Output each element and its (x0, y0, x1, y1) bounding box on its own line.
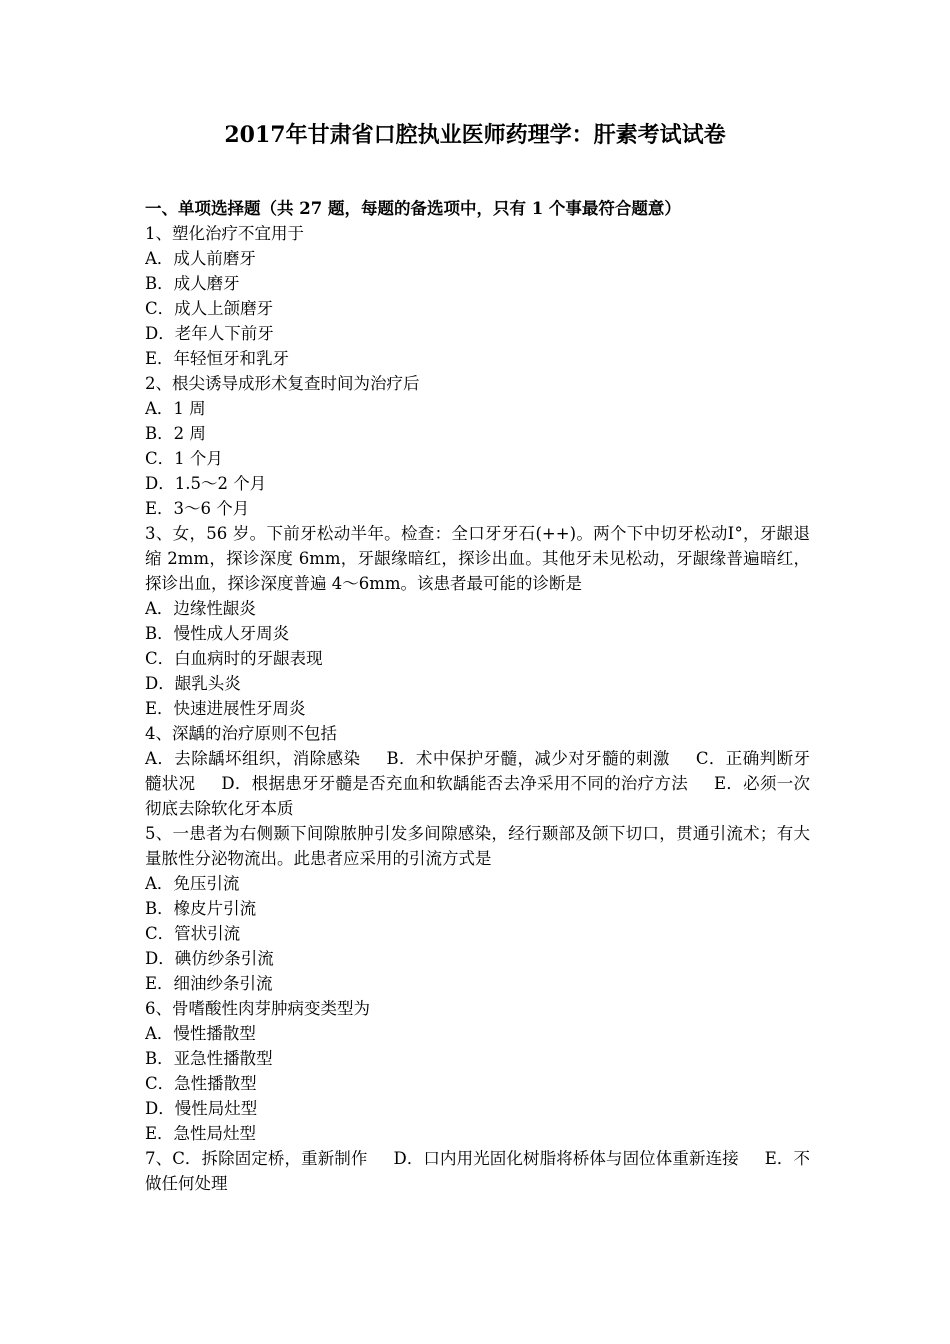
question-stem: 4、深龋的治疗原则不包括 (145, 724, 337, 743)
option-b: B．2 周 (145, 424, 206, 443)
document-body (145, 196, 810, 1196)
question-stem: 1、塑化治疗不宜用于 (145, 224, 304, 243)
option-b: B．术中保护牙髓，减少对牙髓的刺激 (386, 749, 670, 768)
option-e: E．细油纱条引流 (145, 974, 273, 993)
option-e: E．急性局灶型 (145, 1124, 257, 1143)
option-d: D．龈乳头炎 (145, 674, 241, 693)
question-5 (145, 821, 810, 996)
option-a: A．边缘性龈炎 (145, 599, 256, 618)
option-d: D．慢性局灶型 (145, 1099, 258, 1118)
inline-options (145, 746, 810, 821)
question-stem: 3、女，56 岁。下前牙松动半年。检查：全口牙牙石(++)。两个下中切牙松动Ⅰ°，牙龈退缩 2mm，探诊深度 6mm，牙龈缘暗红，探诊出血。其他牙未见松动，牙龈缘普遍暗红，探诊出血，探诊深度普遍 4～6mm。该患者最可能的诊断是 (145, 524, 810, 593)
question-stem: 6、骨嗜酸性肉芽肿病变类型为 (145, 999, 370, 1018)
question-4 (145, 721, 810, 821)
option-b: B．亚急性播散型 (145, 1049, 273, 1068)
option-c: C．拆除固定桥，重新制作 (172, 1149, 368, 1168)
option-d: D．碘仿纱条引流 (145, 949, 274, 968)
option-c: C．白血病时的牙龈表现 (145, 649, 323, 668)
option-d: D．老年人下前牙 (145, 324, 274, 343)
option-a: A．慢性播散型 (145, 1024, 256, 1043)
question-6 (145, 996, 810, 1146)
question-stem: 2、根尖诱导成形术复查时间为治疗后 (145, 374, 420, 393)
option-a: A．免压引流 (145, 874, 240, 893)
document-title: 2017年甘肃省口腔执业医师药理学：肝素考试试卷 (224, 122, 726, 148)
option-d: D．口内用光固化树脂将桥体与固位体重新连接 (393, 1149, 739, 1168)
question-1 (145, 221, 810, 371)
option-a: A．成人前磨牙 (145, 249, 256, 268)
question-3 (145, 521, 810, 721)
option-e: E．快速进展性牙周炎 (145, 699, 306, 718)
option-e: E．年轻恒牙和乳牙 (145, 349, 290, 368)
option-e: E．必须一次彻底去除软化牙本质 (145, 774, 811, 818)
option-c: C．成人上颌磨牙 (145, 299, 274, 318)
option-d: D．根据患牙牙髓是否充血和软龋能否去净采用不同的治疗方法 (221, 774, 689, 793)
option-e: E．不做任何处理 (145, 1149, 811, 1193)
option-a: A．1 周 (145, 399, 206, 418)
question-stem: 5、一患者为右侧颞下间隙脓肿引发多间隙感染，经行颞部及颌下切口，贯通引流术；有大量脓性分泌物流出。此患者应采用的引流方式是 (145, 824, 810, 868)
question-stem: 7、 (145, 1149, 173, 1168)
option-c: C．1 个月 (145, 449, 223, 468)
question-2 (145, 371, 810, 521)
option-e: E．3～6 个月 (145, 499, 250, 518)
question-7 (145, 1146, 810, 1196)
option-d: D．1.5～2 个月 (145, 474, 267, 493)
inline-options (145, 1146, 810, 1196)
option-a: A．去除龋坏组织，消除感染 (145, 749, 361, 768)
option-c: C．管状引流 (145, 924, 241, 943)
option-b: B．慢性成人牙周炎 (145, 624, 290, 643)
option-c: C．急性播散型 (145, 1074, 257, 1093)
option-b: B．成人磨牙 (145, 274, 240, 293)
section-heading: 一、单项选择题（共 27 题，每题的备选项中，只有 1 个事最符合题意） (145, 199, 681, 218)
option-b: B．橡皮片引流 (145, 899, 257, 918)
option-c: C．正确判断牙髓状况 (145, 749, 810, 793)
